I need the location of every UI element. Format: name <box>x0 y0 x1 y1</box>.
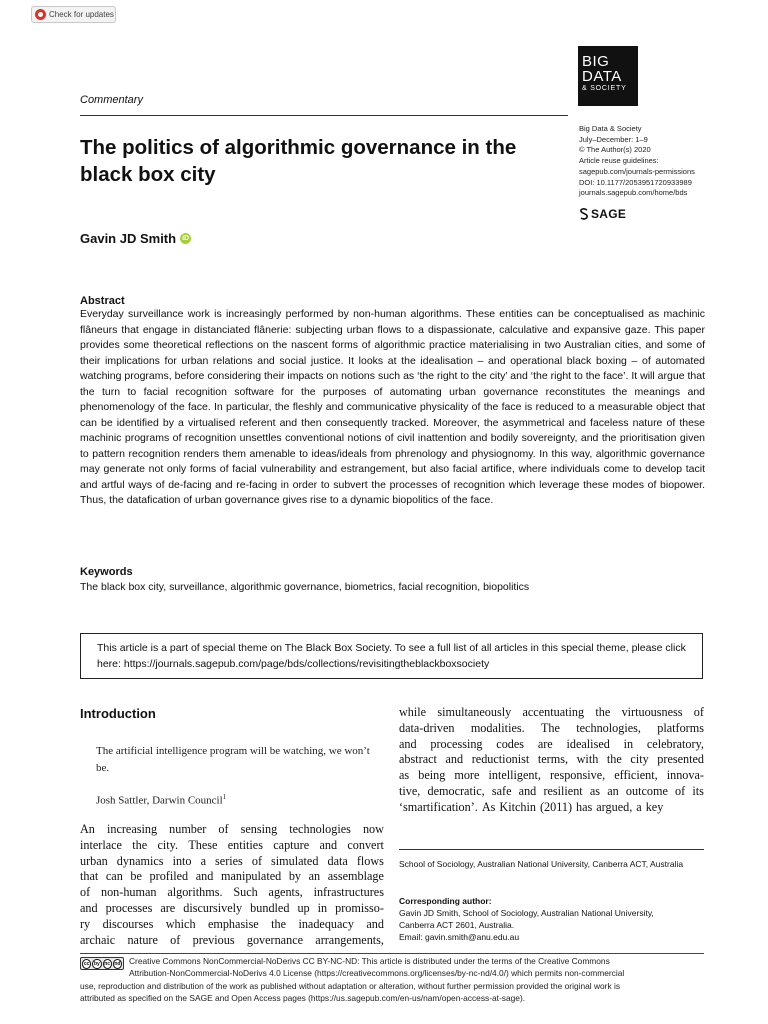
copyright: © The Author(s) 2020 <box>579 145 651 155</box>
reuse-guidelines: Article reuse guidelines: <box>579 156 659 166</box>
epigraph-quote: The artificial intelligence program will be watching, we won’t be. <box>96 745 370 774</box>
cc-icon: cc <box>83 960 90 967</box>
body-line: An increasing number of sensing technologies now <box>80 822 384 836</box>
check-updates-label: Check for updates <box>49 10 114 19</box>
body-line: tive, democratic, safe and resilient as an outcome of its <box>399 783 704 798</box>
body-column-right <box>399 705 704 816</box>
doi[interactable]: DOI: 10.1177/2053951720933989 <box>579 177 692 187</box>
abstract-heading: Abstract <box>80 295 125 307</box>
permissions-link[interactable]: sagepub.com/journals-permissions <box>579 166 695 176</box>
update-icon <box>35 9 46 20</box>
body-line: of non-human algorithms. Such agents, infrastructures <box>80 885 384 900</box>
body-line: archaic nature of previous governance arrangements, <box>80 932 384 947</box>
body-column-left <box>80 822 384 948</box>
by-icon: by <box>93 960 100 967</box>
journal-homepage-link[interactable]: journals.sagepub.com/home/bds <box>579 188 688 198</box>
author-line <box>80 231 191 246</box>
publisher-name: SAGE <box>591 207 627 221</box>
author-name[interactable]: Gavin JD Smith <box>80 231 177 246</box>
journal-info <box>579 124 739 199</box>
article-title: The politics of algorithmic governance in the black box city <box>80 136 517 186</box>
header-divider <box>80 115 568 116</box>
license-line: Creative Commons NonCommercial-NoDerivs CC BY-NC-ND: This article is distributed under the terms of the Creative Commons <box>129 956 610 966</box>
body-line: and processing codes are idealised in celebratory, <box>399 736 704 751</box>
body-line: and processes are discursively bundled up in promisso- <box>80 900 384 915</box>
corresponding-author-heading: Corresponding author: <box>399 896 492 906</box>
keywords-heading: Keywords <box>80 566 133 578</box>
footnote-marker[interactable]: 1 <box>222 793 227 801</box>
corr-line: Canberra ACT 2601, Australia. <box>399 920 515 930</box>
license-line: Attribution-NonCommercial-NoDerivs 4.0 License (https://creativecommons.org/licenses/by-nc-nd/4.0/) which permits non-commercial <box>129 968 625 979</box>
logo-line-2: DATA <box>582 68 622 85</box>
body-line: data-driven modalities. The technologies, platforms <box>399 720 704 735</box>
license-line: attributed as specified on the SAGE and Open Access pages (https://us.sagepub.com/en-us/nam/open-access-at-sage). <box>80 992 526 1003</box>
sage-s-icon <box>579 208 589 220</box>
body-line: ‘smartification’. As Kitchin (2011) has argued, a key <box>399 799 664 814</box>
journal-name: Big Data & Society <box>579 124 642 133</box>
footer-divider <box>80 953 704 954</box>
journal-issue: July–December: 1–9 <box>579 134 648 144</box>
journal-logo <box>578 46 638 106</box>
abstract-text: Everyday surveillance work is increasingly performed by non-human algorithms. These entities can be conceptualised as machinic flâneurs that engage in distanciated flânerie: subjecting urban flows to a dispassionate, calculative and expansive gaze. This paper provides some theoretical reflections on the nascent forms of algorithmic practice materialising in two Australian cities, and some of their implications for urban relations and social justice. It looks at the idealisation – and operational black boxing – of automated watching programs, before considering their impacts on notions such as ‘the right to the city’ and ‘the right to the face’. It will argue that the turn to facial recognition software for the purposes of automating urban governance reconstitutes the meanings and phenomenology of the face. In particular, the fleshly and communicative physicality of the face is reduced to a measurable object that can be identified by a virtualised referent and then consequently tracked. Moreover, the asymmetrical and faceless nature of these machinic programs of recognition unsettles conventional notions of civil inattention and bodily sovereignty, and the prioritisation given to pattern recognition renders them amenable to ideas/ideals from phrenology and physiognomy. In this way, algorithmic governance may generate not only forms of facial vulnerability and estrangement, but also facial artifice, where individuals come to develop tacit and artful ways of de-facing and re-facing in order to subvert the processes of recognition which leverage these modes of biopower. Thus, the datafication of urban governance gives rise to a dynamic biopolitics of the face. <box>80 308 705 506</box>
corr-email[interactable]: Email: gavin.smith@anu.edu.au <box>399 932 520 942</box>
introduction-heading: Introduction <box>80 706 156 721</box>
nd-icon: nd <box>114 960 121 967</box>
body-line: as being more intelligent, responsive, efficient, innova- <box>399 768 704 783</box>
logo-line-3: & SOCIETY <box>582 85 627 92</box>
special-theme-box <box>80 633 703 679</box>
publisher-logo <box>579 207 626 221</box>
body-line: ry discourses which emphasise the inadequacy and <box>80 916 384 931</box>
nc-icon: nc <box>104 960 111 967</box>
theme-collection-link[interactable]: https://journals.sagepub.com/page/bds/collections/revisitingtheblackboxsociety <box>123 657 490 670</box>
keywords-text: The black box city, surveillance, algorithmic governance, biometrics, facial recognition, biopolitics <box>80 581 530 593</box>
author-affiliation: School of Sociology, Australian National University, Canberra ACT, Australia <box>399 859 684 869</box>
check-for-updates-button[interactable] <box>31 6 116 23</box>
epigraph-source: Josh Sattler, Darwin Council <box>96 794 223 807</box>
corr-line: Gavin JD Smith, School of Sociology, Australian National University, <box>399 908 654 918</box>
epigraph-attribution <box>96 790 226 808</box>
section-label: Commentary <box>80 94 143 106</box>
license-statement <box>80 955 705 1004</box>
body-line: interlace the city. These entities capture and convert <box>80 837 384 852</box>
body-line: while simultaneously accentuating the virtuousness of <box>399 705 704 719</box>
affiliation-divider <box>399 849 704 850</box>
body-line: that can be profiled and manipulated by an assemblage <box>80 869 384 884</box>
body-line: urban dynamics into a series of simulated data flows <box>80 853 384 868</box>
orcid-icon[interactable]: iD <box>182 235 190 242</box>
corresponding-author-details <box>399 907 704 943</box>
theme-text: This article is a part of special theme on The Black Box Society. To see a full list of all articles in this special theme, please click here: <box>97 642 686 670</box>
license-line: use, reproduction and distribution of the work as published without adaptation or alteration, without further permission provided the original work is <box>80 980 621 991</box>
body-line: abstract and reductionist terms, with the city presented <box>399 752 704 767</box>
logo-line-1: BIG <box>582 53 610 70</box>
